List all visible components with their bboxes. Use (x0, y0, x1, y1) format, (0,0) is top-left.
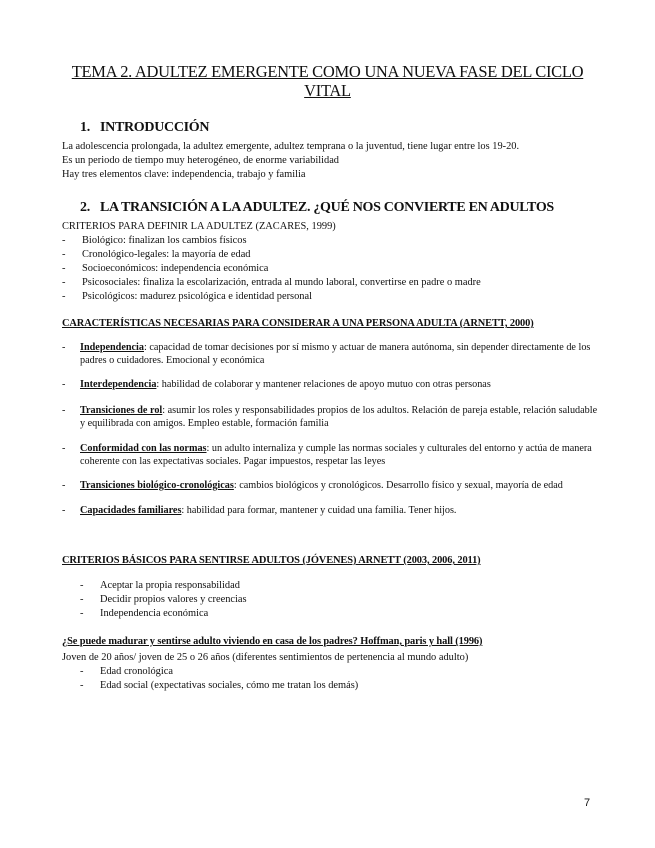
page-number: 7 (584, 797, 591, 809)
page-title: TEMA 2. ADULTEZ EMERGENTE COMO UNA NUEVA FASE DEL CICLO VITAL (71, 62, 584, 100)
term: Conformidad con las normas (80, 443, 207, 454)
heading-transicion (80, 200, 554, 216)
heading-text: INTRODUCCIÓN (100, 120, 210, 135)
list-item: - Aceptar la propia responsabilidad (80, 580, 240, 591)
heading-number: 1. (80, 120, 90, 135)
list-item: - Psicosociales: finaliza la escolarización, entrada al mundo laboral, convertirse en padre o madre (62, 277, 481, 288)
list-item: - Cronológico-legales: la mayoría de edad (62, 249, 251, 260)
question-title: ¿Se puede madurar y sentirse adulto viviendo en casa de los padres? Hoffman, paris y hall (1996) (62, 636, 483, 647)
heading-number: 2. (80, 200, 90, 215)
list-item: - Independencia económica (80, 608, 209, 619)
list-item: - Interdependencia: habilidad de colaborar y mantener relaciones de apoyo mutuo con otras personas (62, 379, 491, 390)
list-item: - Transiciones de rol: asumir los roles y responsabilidades propios de los adultos. Relación de pareja estable, relación saludable y equilibrada con amigos. Empleo estable, formación familia (62, 405, 598, 430)
basic-criteria-title: CRITERIOS BÁSICOS PARA SENTIRSE ADULTOS (JÓVENES) ARNETT (2003, 2006, 2011) (62, 555, 481, 566)
list-item: - Capacidades familiares: habilidad para formar, mantener y cuidad una familia. Tener hijos. (62, 505, 457, 516)
list-item: - Socioeconómicos: independencia económica (62, 263, 269, 274)
list-item: - Conformidad con las normas: un adulto internaliza y cumple las normas sociales y culturales del entorno y actúa de manera coherente con las expectativas sociales. Pagar impuestos, respetar las leyes (62, 443, 592, 468)
list-item: - Biológico: finalizan los cambios físicos (62, 235, 247, 246)
term: Capacidades familiares (80, 505, 182, 516)
term: Transiciones de rol (80, 405, 163, 416)
list-item: - Independencia: capacidad de tomar decisiones por sí mismo y actuar de manera autónoma, sin depender directamente de los padres o cuidadores. Emocional y económica (62, 342, 591, 367)
list-item: - Transiciones biológico-cronológicas: cambios biológicos y cronológicos. Desarrollo físico y sexual, mayoría de edad (62, 480, 563, 491)
list-item: - Edad cronológica (80, 666, 173, 677)
heading-introduccion (80, 120, 209, 136)
list-item: - Decidir propios valores y creencias (80, 594, 247, 605)
list-item: - Psicológicos: madurez psicológica e identidad personal (62, 291, 312, 302)
heading-text: LA TRANSICIÓN A LA ADULTEZ. ¿QUÉ NOS CONVIERTE EN ADULTOS (100, 200, 554, 215)
criteria-title: CRITERIOS PARA DEFINIR LA ADULTEZ (ZACARES, 1999) (62, 221, 336, 232)
intro-line-1: La adolescencia prolongada, la adultez emergente, adultez temprana o la juventud, tiene lugar entre los 19-20. (62, 141, 520, 152)
characteristics-title: CARACTERÍSTICAS NECESARIAS PARA CONSIDERAR A UNA PERSONA ADULTA (ARNETT, 2000) (62, 318, 534, 329)
question-line: Joven de 20 años/ joven de 25 o 26 años (diferentes sentimientos de pertenencia al mundo adulto) (62, 652, 469, 663)
intro-line-3: Hay tres elementos clave: independencia, trabajo y familia (62, 169, 306, 180)
list-item: - Edad social (expectativas sociales, cómo me tratan los demás) (80, 680, 359, 691)
intro-line-2: Es un periodo de tiempo muy heterogéneo, de enorme variabilidad (62, 155, 339, 166)
term: Independencia (80, 342, 144, 353)
term: Transiciones biológico-cronológicas (80, 480, 234, 491)
term: Interdependencia (80, 379, 157, 390)
